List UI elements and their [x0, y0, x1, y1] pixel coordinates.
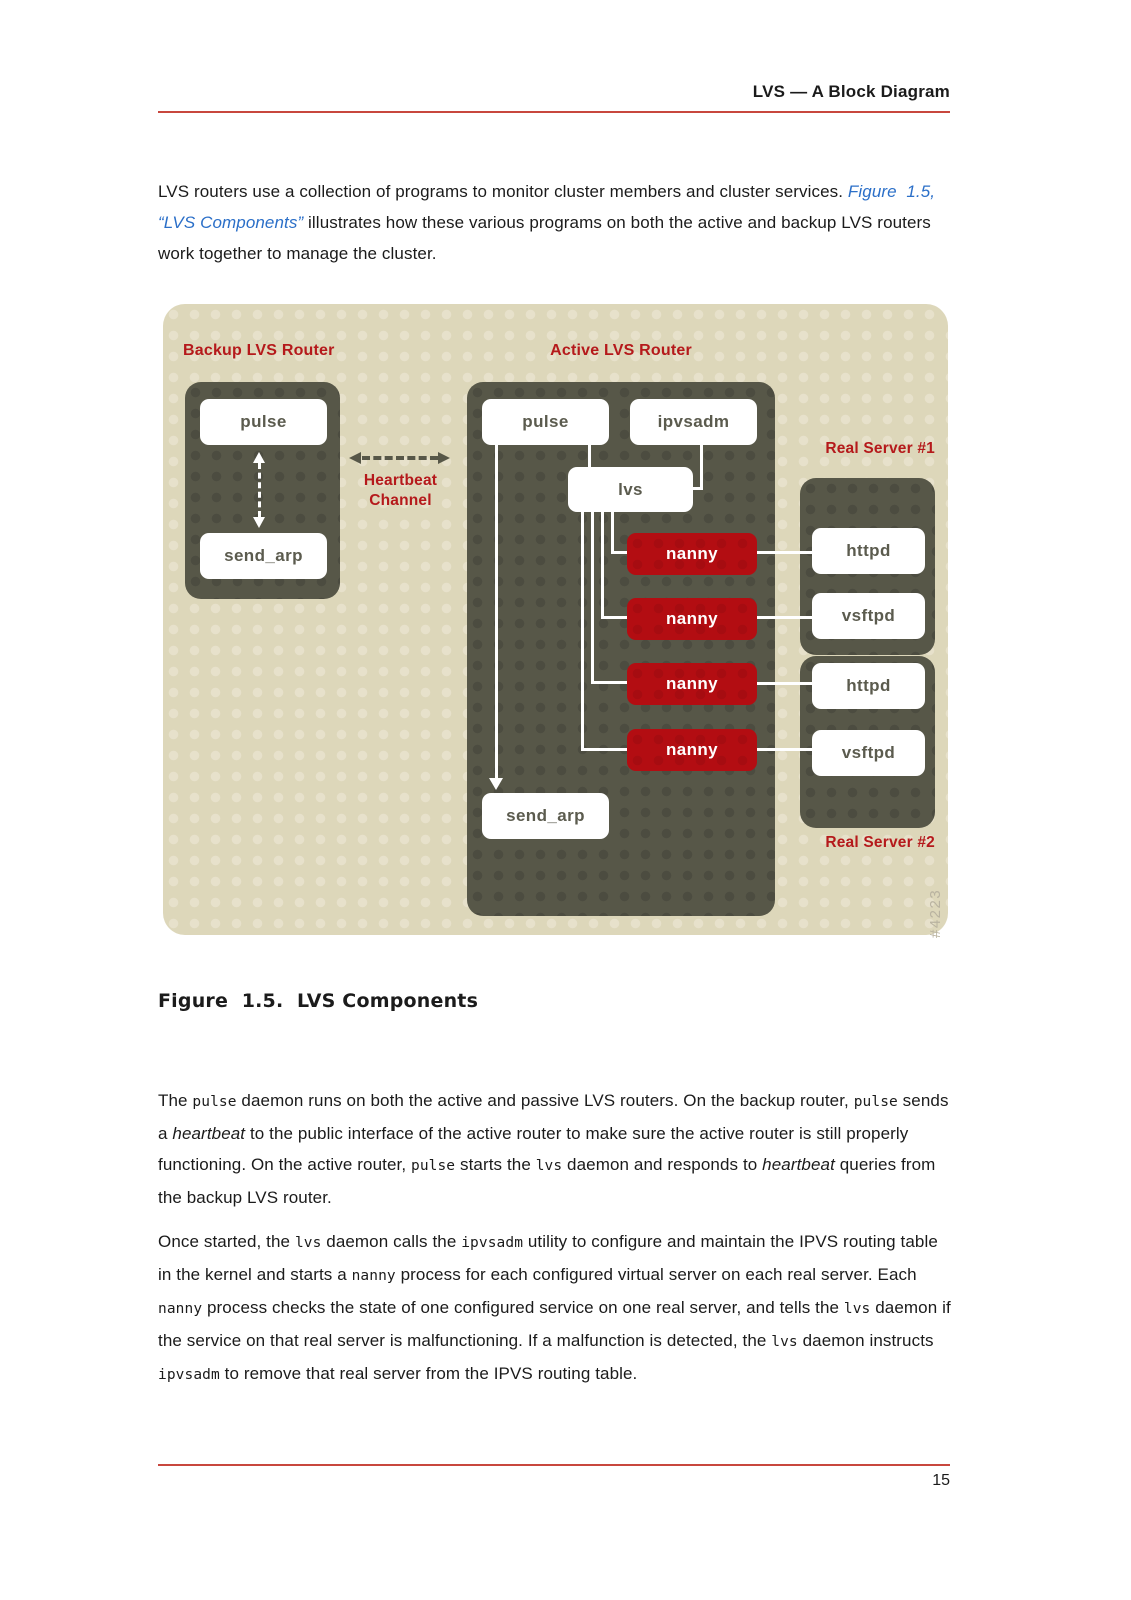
connector-lvs-to-nanny4	[581, 512, 584, 751]
page-header-title: LVS — A Block Diagram	[752, 82, 950, 101]
send-arp-box-backup: send_arp	[200, 533, 327, 579]
active-router-label: Active LVS Router	[550, 342, 692, 359]
real-server-2-label: Real Server #2	[825, 834, 935, 851]
inline-code: pulse	[192, 1094, 237, 1110]
text-segment: queries from the backup LVS router.	[158, 1155, 941, 1207]
arrowhead-down-icon	[489, 778, 503, 790]
connector-nanny3-to-httpd	[757, 682, 812, 685]
text-segment: heartbeat	[172, 1124, 246, 1143]
inline-code: lvs	[771, 1334, 798, 1350]
arrowhead-down-icon	[253, 517, 265, 528]
connector-lvs-to-nanny3	[591, 681, 627, 684]
lvs-components-diagram	[163, 304, 948, 938]
inline-code: lvs	[843, 1301, 871, 1317]
connector-pulse-to-lvs	[588, 445, 591, 469]
text-segment: daemon runs on both the active and passive LVS routers. On the backup router,	[236, 1091, 854, 1110]
body-paragraph-lvs	[158, 1226, 956, 1391]
text-segment: The	[158, 1091, 193, 1110]
httpd-box-server1: httpd	[812, 528, 925, 574]
page-number: 15	[932, 1472, 950, 1489]
text-segment: daemon instructs	[797, 1331, 939, 1350]
connector-lvs-to-nanny2	[601, 616, 627, 619]
inline-code: pulse	[410, 1158, 456, 1174]
header-rule	[158, 111, 950, 113]
figure-caption: Figure 1.5. LVS Components	[158, 990, 479, 1012]
connector-lvs-to-nanny1	[611, 512, 614, 554]
connector-ipvsadm-to-lvs-vertical	[700, 445, 703, 490]
httpd-box-server2: httpd	[812, 663, 925, 709]
nanny-box-2: nanny	[627, 598, 757, 640]
pulse-box-backup: pulse	[200, 399, 327, 445]
text-segment: daemon and responds to	[562, 1155, 763, 1174]
text-segment: sends a	[158, 1091, 954, 1143]
vsftpd-box-server2: vsftpd	[812, 730, 925, 776]
text-segment: to the public interface of the active router to make sure the active router is still properly functioning. On the active router,	[158, 1124, 914, 1174]
vsftpd-box-server1: vsftpd	[812, 593, 925, 639]
text-segment: Once started, the	[158, 1232, 295, 1251]
ipvsadm-box: ipvsadm	[630, 399, 757, 445]
connector-nanny2-to-vsftpd	[757, 616, 812, 619]
pulse-sendarp-dashed-arrow	[258, 463, 261, 517]
inline-code: lvs	[294, 1235, 322, 1251]
send-arp-box-active: send_arp	[482, 793, 609, 839]
text-segment: process checks the state of one configured service on one real server, and tells the	[202, 1298, 844, 1317]
connector-lvs-to-nanny4	[581, 748, 627, 751]
pulse-box-active: pulse	[482, 399, 609, 445]
text-segment: LVS routers use a collection of programs to monitor cluster members and cluster services.	[158, 182, 848, 201]
heartbeat-channel-label	[338, 471, 463, 511]
inline-code: ipvsadm	[158, 1367, 220, 1383]
text-segment: starts the	[455, 1155, 536, 1174]
inline-code: nanny	[158, 1301, 203, 1317]
heartbeat-label-line2: Channel	[369, 492, 432, 509]
inline-code: nanny	[351, 1268, 396, 1284]
text-segment: process for each configured virtual server on each real server. Each	[395, 1265, 922, 1284]
inline-code: pulse	[853, 1094, 898, 1110]
connector-nanny4-to-vsftpd	[757, 748, 812, 751]
text-segment: utility to configure and maintain the IPVS routing table in the kernel and starts a	[158, 1232, 943, 1284]
nanny-box-3: nanny	[627, 663, 757, 705]
nanny-box-4: nanny	[627, 729, 757, 771]
intro-paragraph	[158, 176, 952, 269]
inline-code: ipvsadm	[461, 1235, 524, 1251]
connector-pulse-to-sendarp	[495, 445, 498, 778]
figure-reference-link[interactable]: Figure 1.5, “LVS Components”	[158, 182, 940, 232]
inline-code: lvs	[535, 1158, 563, 1174]
heartbeat-label-line1: Heartbeat	[363, 472, 438, 489]
diagram-watermark: #4223	[927, 888, 944, 938]
text-segment: daemon if the service on that real server is malfunctioning. If a malfunction is detected, the	[158, 1298, 956, 1350]
connector-lvs-to-nanny1	[611, 551, 627, 554]
text-segment: heartbeat	[762, 1155, 835, 1174]
body-paragraph-pulse	[158, 1085, 952, 1213]
arrowhead-up-icon	[253, 452, 265, 463]
footer-rule	[158, 1464, 950, 1466]
real-server-1-label: Real Server #1	[825, 440, 935, 457]
arrowhead-right-icon	[438, 452, 450, 464]
arrowhead-left-icon	[349, 452, 361, 464]
text-segment: to remove that real server from the IPVS routing table.	[219, 1364, 638, 1383]
text-segment: daemon calls the	[321, 1232, 462, 1251]
connector-nanny1-to-httpd	[757, 551, 812, 554]
heartbeat-channel-arrow	[362, 456, 438, 460]
nanny-box-1: nanny	[627, 533, 757, 575]
text-segment: illustrates how these various programs on both the active and backup LVS routers work together to manage the cluster.	[158, 213, 936, 263]
connector-lvs-to-nanny2	[601, 512, 604, 619]
connector-lvs-to-nanny3	[591, 512, 594, 684]
lvs-box: lvs	[568, 467, 693, 512]
backup-router-label: Backup LVS Router	[183, 342, 335, 359]
